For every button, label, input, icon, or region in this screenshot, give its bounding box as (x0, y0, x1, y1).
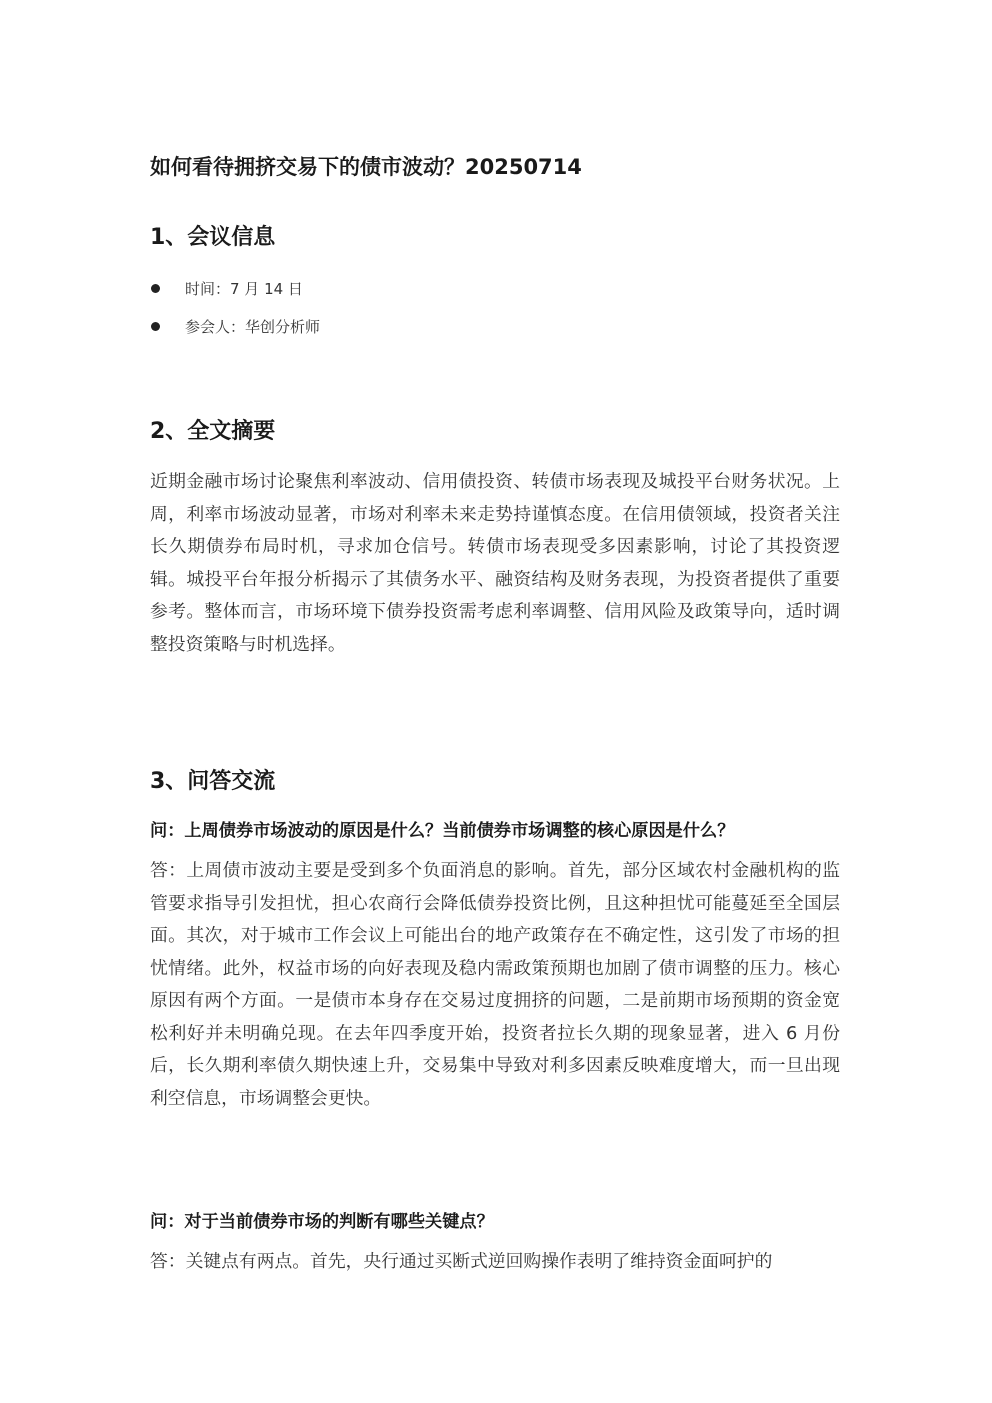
summary-paragraph: 近期金融市场讨论聚焦利率波动、信用债投资、转债市场表现及城投平台财务状况。上周，利率市场波动显著，市场对利率未来走势持谨慎态度。在信用债领域，投资者关注长久期债券布局时机，寻求加仓信号。转债市场表现受多因素影响，讨论了其投资逻辑。城投平台年报分析揭示了其债务水平、融资结构及财务表现，为投资者提供了重要参考。整体而言，市场环境下债券投资需考虑利率调整、信用风险及政策导向，适时调整投资策略与时机选择。 (150, 471, 840, 655)
bullet-icon (151, 284, 160, 293)
section-heading-qa: 3、问答交流 (150, 769, 276, 794)
document-title: 如何看待拥挤交易下的债市波动？20250714 (150, 155, 582, 179)
bullet-icon (151, 322, 160, 331)
section-heading-summary: 2、全文摘要 (150, 419, 276, 444)
answer-2: 答：关键点有两点。首先，央行通过买断式逆回购操作表明了维持资金面呵护的 (150, 1251, 773, 1272)
list-item-text: 时间：7 月 14 日 (185, 280, 303, 298)
answer-1: 答：上周债市波动主要是受到多个负面消息的影响。首先，部分区域农村金融机构的监管要求指导引发担忧，担心农商行会降低债券投资比例，且这种担忧可能蔓延至全国层面。其次，对于城市工作会议上可能出台的地产政策存在不确定性，这引发了市场的担忧情绪。此外，权益市场的向好表现及稳内需政策预期也加剧了债市调整的压力。核心原因有两个方面。一是债市本身存在交易过度拥挤的问题，二是前期市场预期的资金宽松利好并未明确兑现。在去年四季度开始，投资者拉长久期的现象显著，进入 6 月份后，长久期利率债久期快速上升，交易集中导致对利多因素反映难度增大，而一旦出现利空信息，市场调整会更快。 (150, 860, 840, 1109)
section-heading-meeting-info: 1、会议信息 (150, 225, 276, 250)
question-2: 问：对于当前债券市场的判断有哪些关键点？ (150, 1212, 494, 1232)
question-1: 问：上周债券市场波动的原因是什么？当前债券市场调整的核心原因是什么？ (150, 821, 735, 841)
list-item-text: 参会人：华创分析师 (185, 318, 321, 336)
